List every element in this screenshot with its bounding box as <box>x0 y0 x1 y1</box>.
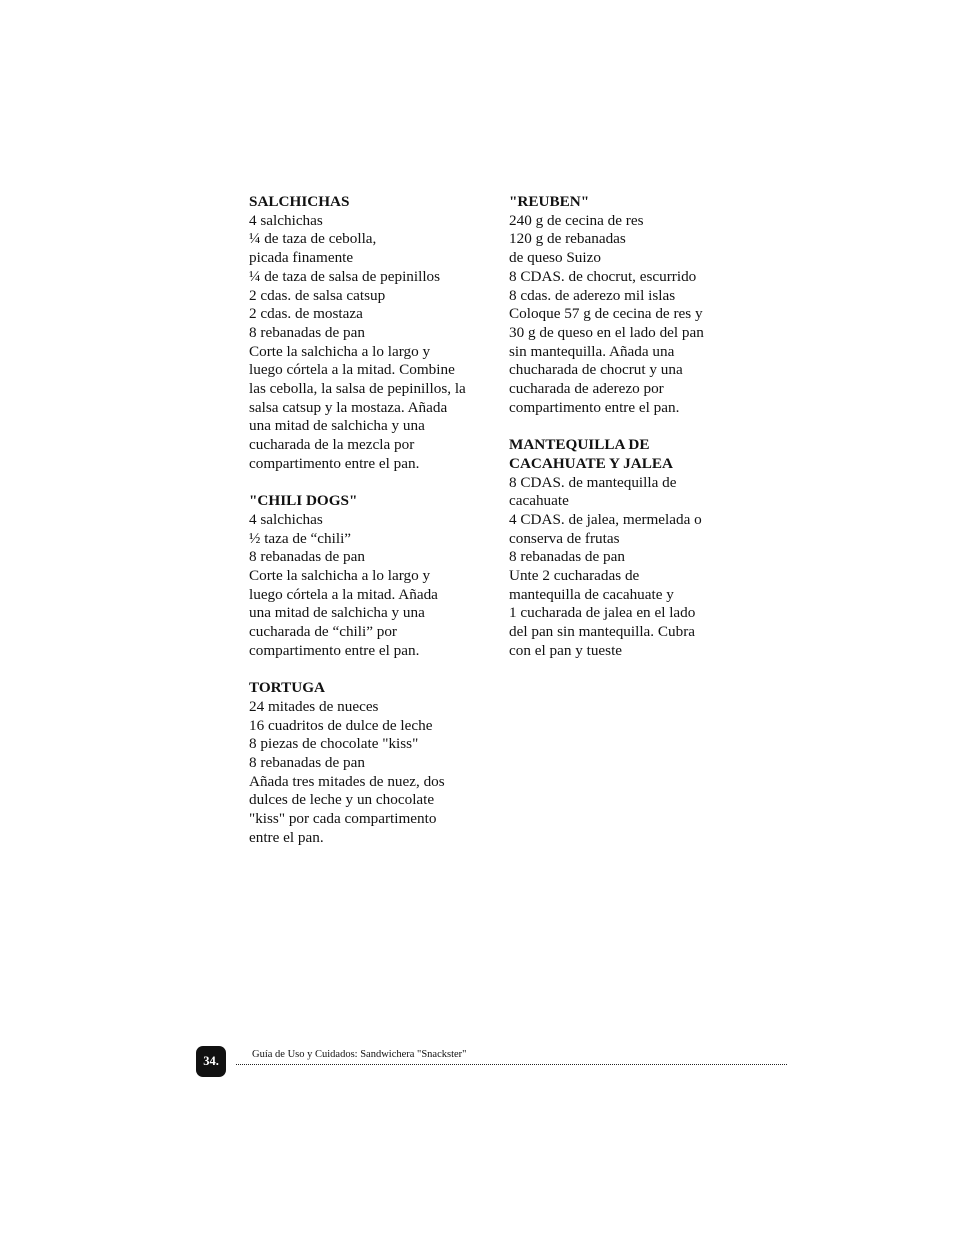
footer-guide-title: Guía de Uso y Cuidados: Sandwichera "Snackster" <box>252 1049 467 1060</box>
ingredient-line: ½ taza de “chili” <box>249 529 352 547</box>
ingredient-line: cacahuate <box>509 492 569 510</box>
instruction-line: Corte la salchicha a lo largo y <box>249 342 431 360</box>
ingredient-line: 120 g de rebanadas <box>509 230 626 248</box>
instruction-line: salsa catsup y la mostaza. Añada <box>249 398 448 416</box>
instruction-line: Coloque 57 g de cecina de res y <box>509 305 703 323</box>
instruction-line: sin mantequilla. Añada una <box>509 342 675 360</box>
instruction-line: luego córtela a la mitad. Combine <box>249 361 455 379</box>
instruction-line: mantequilla de cacahuate y <box>509 585 674 603</box>
ingredient-line: 4 salchichas <box>249 510 323 528</box>
instruction-line: cucharada de aderezo por <box>509 380 664 398</box>
instruction-line: Añada tres mitades de nuez, dos <box>249 772 445 790</box>
ingredient-line: ¼ de taza de cebolla, <box>249 230 377 248</box>
ingredient-line: 8 rebanadas de pan <box>249 754 365 772</box>
ingredient-line: conserva de frutas <box>509 529 620 547</box>
instruction-line: compartimento entre el pan. <box>249 641 420 659</box>
recipe-title: SALCHICHAS <box>249 193 350 210</box>
ingredient-line: picada finamente <box>249 249 354 267</box>
recipe-salchichas <box>249 193 484 474</box>
page-number-badge: 34. <box>196 1046 226 1077</box>
instruction-line: luego córtela a la mitad. Añada <box>249 585 438 603</box>
recipe-title: TORTUGA <box>249 679 325 697</box>
ingredient-line: 8 cdas. de aderezo mil islas <box>509 286 676 304</box>
recipe-title: CACAHUATE Y JALEA <box>509 454 673 472</box>
ingredient-line: 2 cdas. de salsa catsup <box>249 286 386 304</box>
footer-dotted-rule <box>236 1064 787 1065</box>
instruction-line: cucharada de “chili” por <box>249 623 397 641</box>
instruction-line: entre el pan. <box>249 828 324 846</box>
instruction-line: Unte 2 cucharadas de <box>509 567 640 585</box>
recipe-tortuga <box>249 679 484 847</box>
recipe-chili-dogs <box>249 492 484 660</box>
ingredient-line: 4 salchichas <box>249 211 323 229</box>
instruction-line: dulces de leche y un chocolate <box>249 791 435 809</box>
instruction-line: chucharada de chocrut y una <box>509 361 683 379</box>
instruction-line: Corte la salchicha a lo largo y <box>249 567 431 585</box>
ingredient-line: de queso Suizo <box>509 249 601 267</box>
instruction-line: las cebolla, la salsa de pepinillos, la <box>249 380 466 398</box>
ingredient-line: 16 cuadritos de dulce de leche <box>249 716 433 734</box>
ingredient-line: 8 rebanadas de pan <box>249 548 365 566</box>
instruction-line: del pan sin mantequilla. Cubra <box>509 623 696 641</box>
ingredient-line: ¼ de taza de salsa de pepinillos <box>249 267 441 285</box>
instruction-line: "kiss" por cada compartimento <box>249 810 437 828</box>
ingredient-line: 8 piezas de chocolate "kiss" <box>249 735 419 753</box>
ingredient-line: 8 rebanadas de pan <box>249 323 365 341</box>
instruction-line: compartimento entre el pan. <box>509 398 680 416</box>
ingredient-line: 4 CDAS. de jalea, mermelada o <box>509 510 702 528</box>
ingredient-line: 8 CDAS. de chocrut, escurrido <box>509 267 697 285</box>
instruction-line: 30 g de queso en el lado del pan <box>509 323 704 341</box>
instruction-line: compartimento entre el pan. <box>249 454 420 472</box>
instruction-line: una mitad de salchicha y una <box>249 417 425 435</box>
recipe-title: "CHILI DOGS" <box>249 492 358 510</box>
ingredient-line: 2 cdas. de mostaza <box>249 305 363 323</box>
recipe-title: MANTEQUILLA DE <box>509 436 650 454</box>
ingredient-line: 8 rebanadas de pan <box>509 548 625 566</box>
recipe-column-left <box>249 193 484 866</box>
instruction-line: con el pan y tueste <box>509 641 623 659</box>
ingredient-line: 24 mitades de nueces <box>249 697 379 715</box>
recipe-title: "REUBEN" <box>509 193 590 210</box>
instruction-line: cucharada de la mezcla por <box>249 436 415 454</box>
instruction-line: 1 cucharada de jalea en el lado <box>509 604 696 622</box>
recipe-mantequilla-cacahuate-jalea <box>509 436 744 660</box>
recipe-column-right <box>509 193 744 679</box>
ingredient-line: 240 g de cecina de res <box>509 211 644 229</box>
instruction-line: una mitad de salchicha y una <box>249 604 425 622</box>
recipe-reuben <box>509 193 744 417</box>
ingredient-line: 8 CDAS. de mantequilla de <box>509 473 677 491</box>
